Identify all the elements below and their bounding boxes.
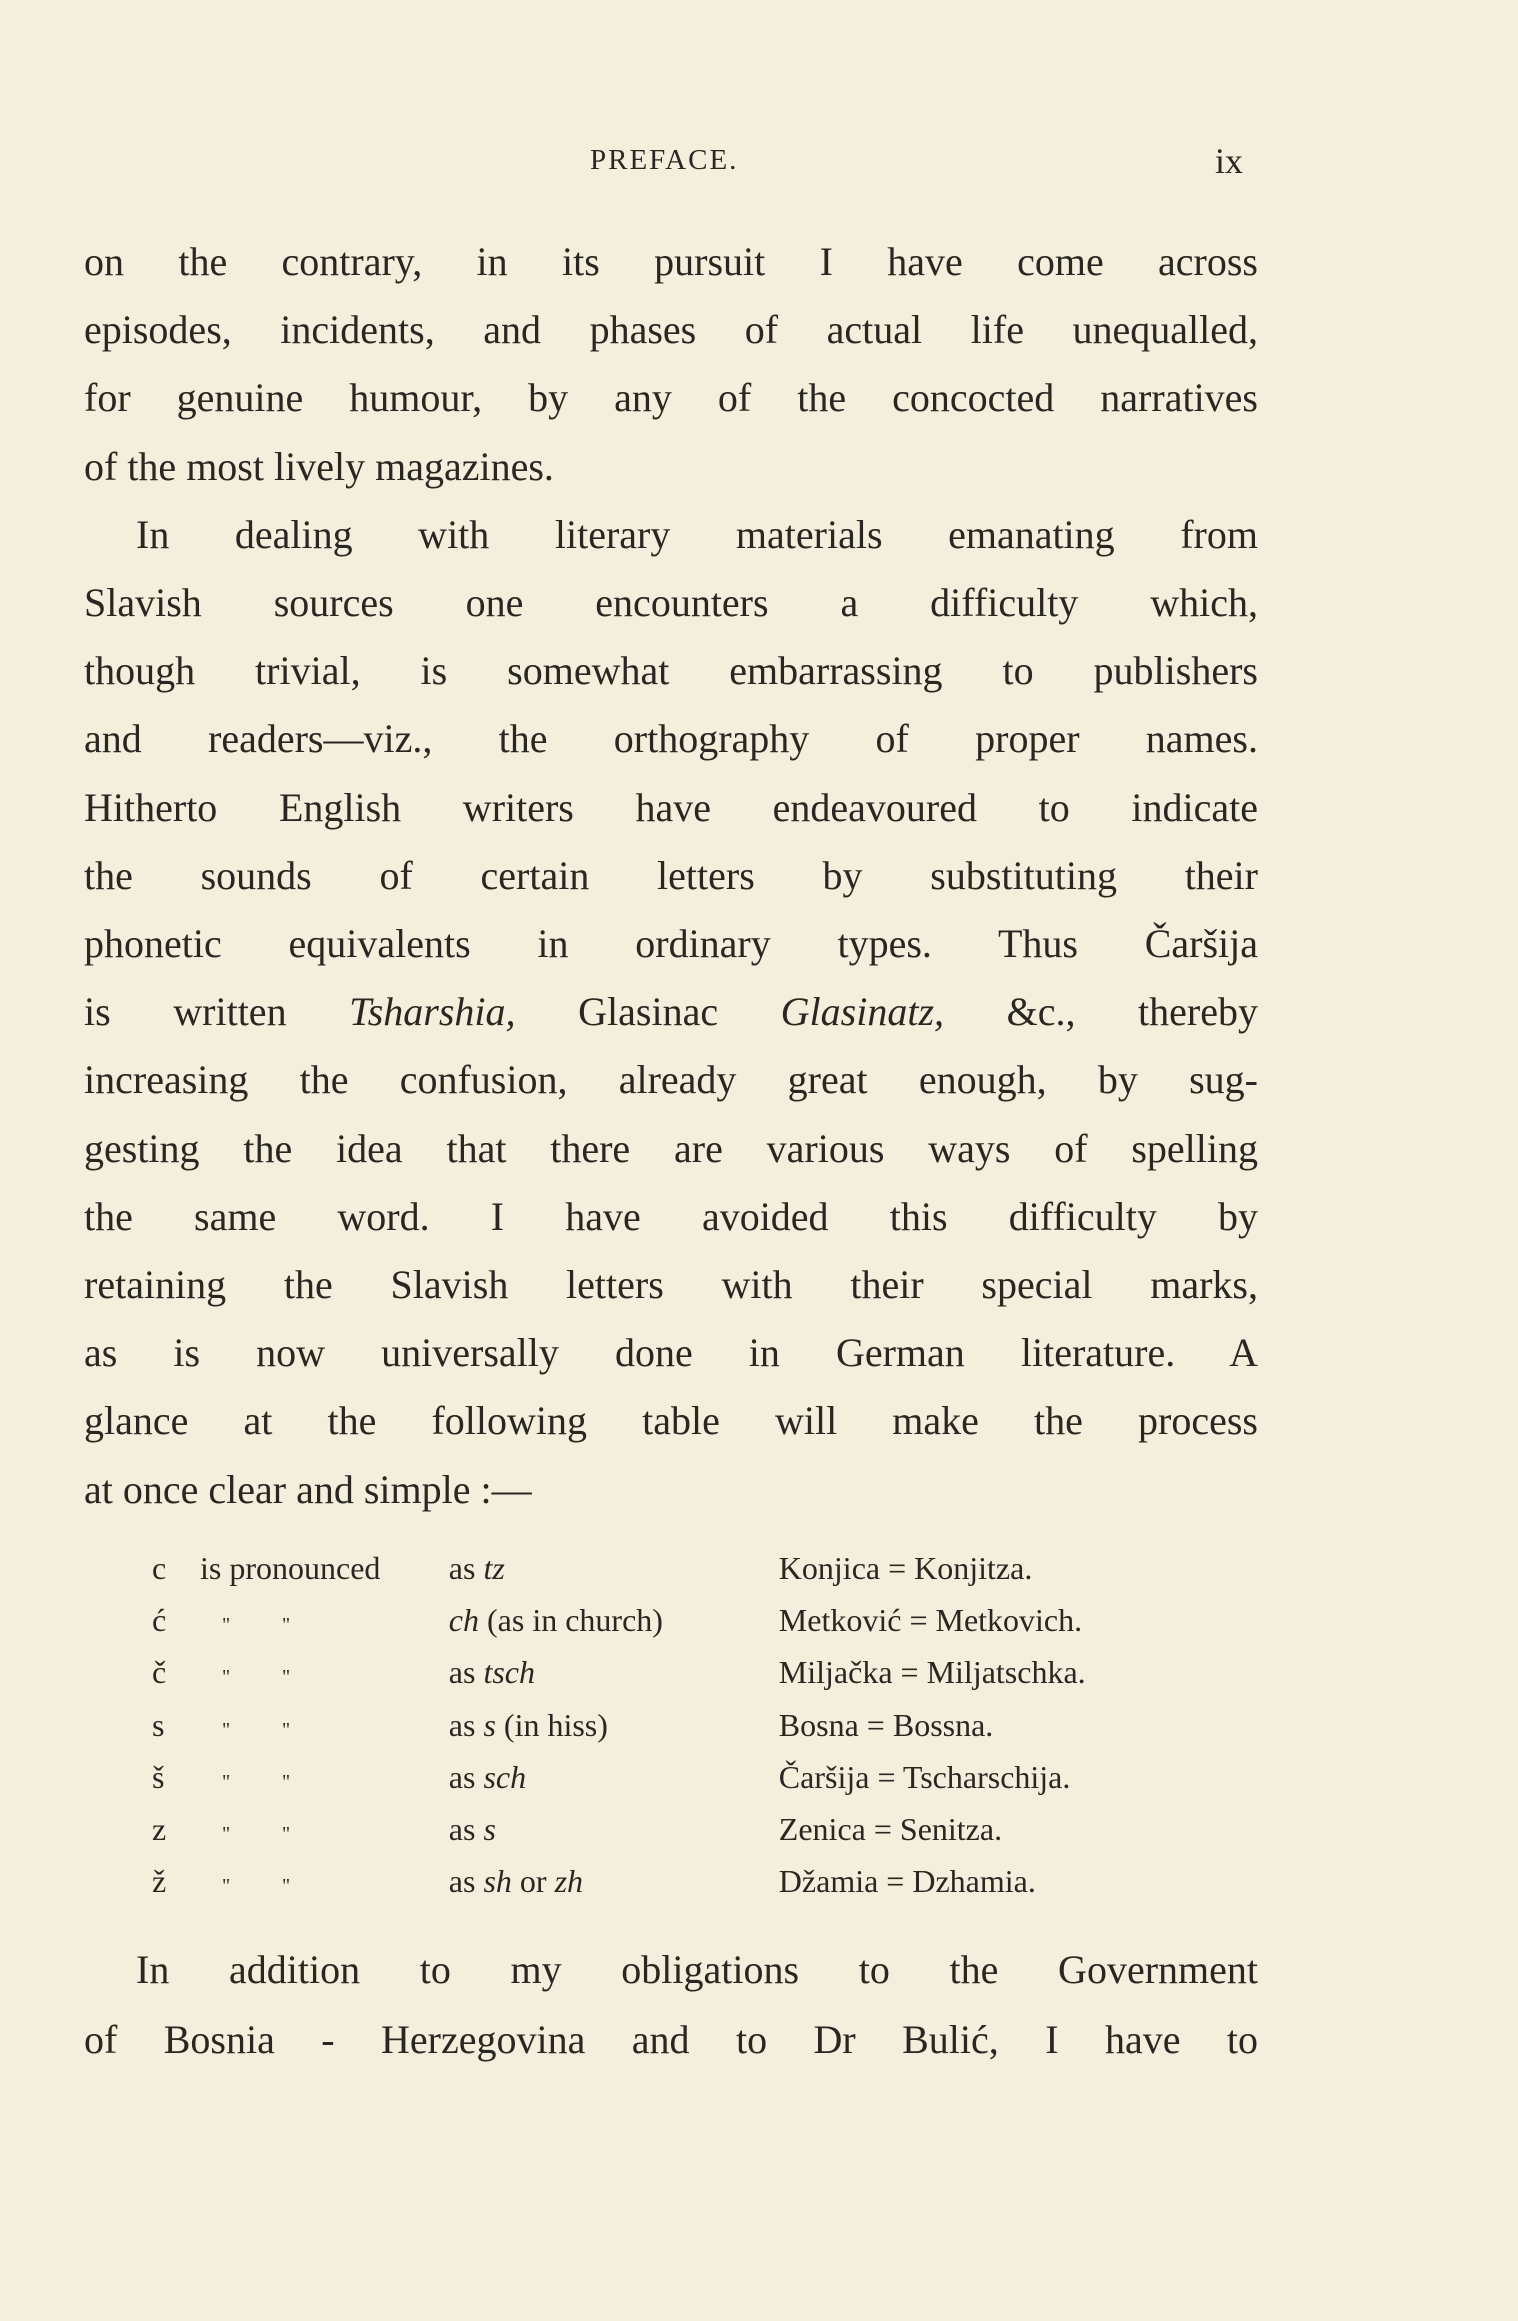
text-line: of the most lively magazines. [84, 443, 554, 489]
example-cell: Metković = Metkovich. [778, 1601, 1083, 1638]
example-cell: Miljačka = Miljatschka. [778, 1654, 1086, 1691]
ditto-cell [200, 1594, 449, 1646]
ditto-mark: " [282, 1823, 291, 1846]
sound-cell: as sch [448, 1758, 527, 1795]
ditto-cell [200, 1856, 449, 1908]
text-line: gesting the idea that there are various ways of spelling [84, 1125, 1258, 1171]
sound-cell: as s (in hiss) [448, 1706, 608, 1743]
running-title: PREFACE. [590, 144, 739, 176]
sound-cell: as tz [448, 1549, 505, 1586]
text-line: Hitherto English writers have endeavoured to indicate [84, 784, 1258, 830]
letter-cell: c [152, 1549, 167, 1586]
ditto-mark: " [282, 1666, 291, 1689]
line-text: is written [84, 989, 350, 1035]
example-cell: Džamia = Dzhamia. [778, 1863, 1036, 1900]
text-line: though trivial, is somewhat embarrassing to publishers [84, 648, 1258, 694]
letter-cell: š [152, 1758, 165, 1795]
ditto-mark: " [222, 1875, 231, 1898]
letter-cell: s [152, 1706, 165, 1743]
text-line-with-italics [84, 978, 1258, 1046]
text-line: the same word. I have avoided this difficulty by [84, 1193, 1258, 1239]
ditto-mark: " [222, 1823, 231, 1846]
text-line: episodes, incidents, and phases of actual life unequalled, [84, 307, 1258, 353]
sound-cell: ch (as in church) [448, 1601, 663, 1638]
ditto-mark: " [282, 1770, 291, 1793]
ditto-mark: " [282, 1875, 291, 1898]
ditto-mark: " [222, 1666, 231, 1689]
ditto-mark: " [222, 1718, 231, 1741]
text-line: retaining the Slavish letters with their special marks, [84, 1262, 1258, 1308]
example-cell: Konjica = Konjitza. [778, 1549, 1033, 1586]
text-line: the sounds of certain letters by substituting their [84, 852, 1258, 898]
text-line: as is now universally done in German literature. A [84, 1330, 1258, 1376]
text-line: on the contrary, in its pursuit I have come across [84, 239, 1258, 284]
table-row [152, 1542, 1202, 1594]
letter-cell: ž [152, 1863, 167, 1900]
example-cell: Zenica = Senitza. [778, 1811, 1003, 1848]
letter-cell: ć [152, 1601, 167, 1638]
table-row [152, 1647, 1202, 1699]
ditto-cell [200, 1803, 449, 1855]
text-line: of Bosnia - Herzegovina and to Dr Bulić, I have to [84, 2017, 1258, 2062]
paragraph-1 [84, 228, 1258, 501]
italic-name-glasinatz: Glasinatz, [780, 989, 945, 1035]
ditto-mark: " [282, 1718, 291, 1741]
text-line: for genuine humour, by any of the concocted narratives [84, 375, 1258, 421]
line-text: Glasinac [515, 989, 781, 1035]
text-line: at once clear and simple :— [84, 1466, 532, 1512]
letter-cell: č [152, 1654, 167, 1691]
text-line: In dealing with literary materials emanating from [136, 511, 1258, 557]
sound-cell: as s [448, 1811, 496, 1848]
body-text [84, 228, 1258, 1524]
text-line: In addition to my obligations to the Government [136, 1947, 1258, 1992]
ditto-cell [200, 1751, 449, 1803]
ditto-mark: " [222, 1613, 231, 1636]
example-cell: Bosna = Bossna. [778, 1706, 994, 1743]
table-row [152, 1751, 1202, 1803]
sound-cell: as tsch [448, 1654, 535, 1691]
example-cell: Čaršija = Tscharschija. [778, 1758, 1071, 1795]
text-line: and readers—viz., the orthography of proper names. [84, 716, 1258, 762]
ditto-mark: " [222, 1770, 231, 1793]
table-row [152, 1594, 1202, 1646]
text-line: Slavish sources one encounters a difficulty which, [84, 580, 1258, 626]
table-row [152, 1699, 1202, 1751]
ditto-mark: " [282, 1613, 291, 1636]
table-row [152, 1803, 1202, 1855]
text-line: increasing the confusion, already great enough, by sug- [84, 1057, 1258, 1103]
ditto-cell [200, 1699, 449, 1751]
running-head [0, 140, 1518, 190]
ditto-cell [200, 1647, 449, 1699]
paragraph-2 [84, 501, 1258, 1524]
verb-cell: is pronounced [200, 1549, 381, 1586]
pronunciation-table [152, 1542, 1202, 1908]
line-text: &c., thereby [944, 989, 1258, 1035]
text-line: phonetic equivalents in ordinary types. Thus Čaršija [84, 921, 1258, 967]
closing-paragraph [84, 1935, 1258, 2075]
page-number: ix [1215, 141, 1244, 181]
table-row [152, 1856, 1202, 1908]
italic-name-tsharshia: Tsharshia, [349, 989, 516, 1035]
text-line: glance at the following table will make the process [84, 1398, 1258, 1444]
sound-cell: as sh or zh [448, 1863, 584, 1900]
letter-cell: z [152, 1811, 167, 1848]
